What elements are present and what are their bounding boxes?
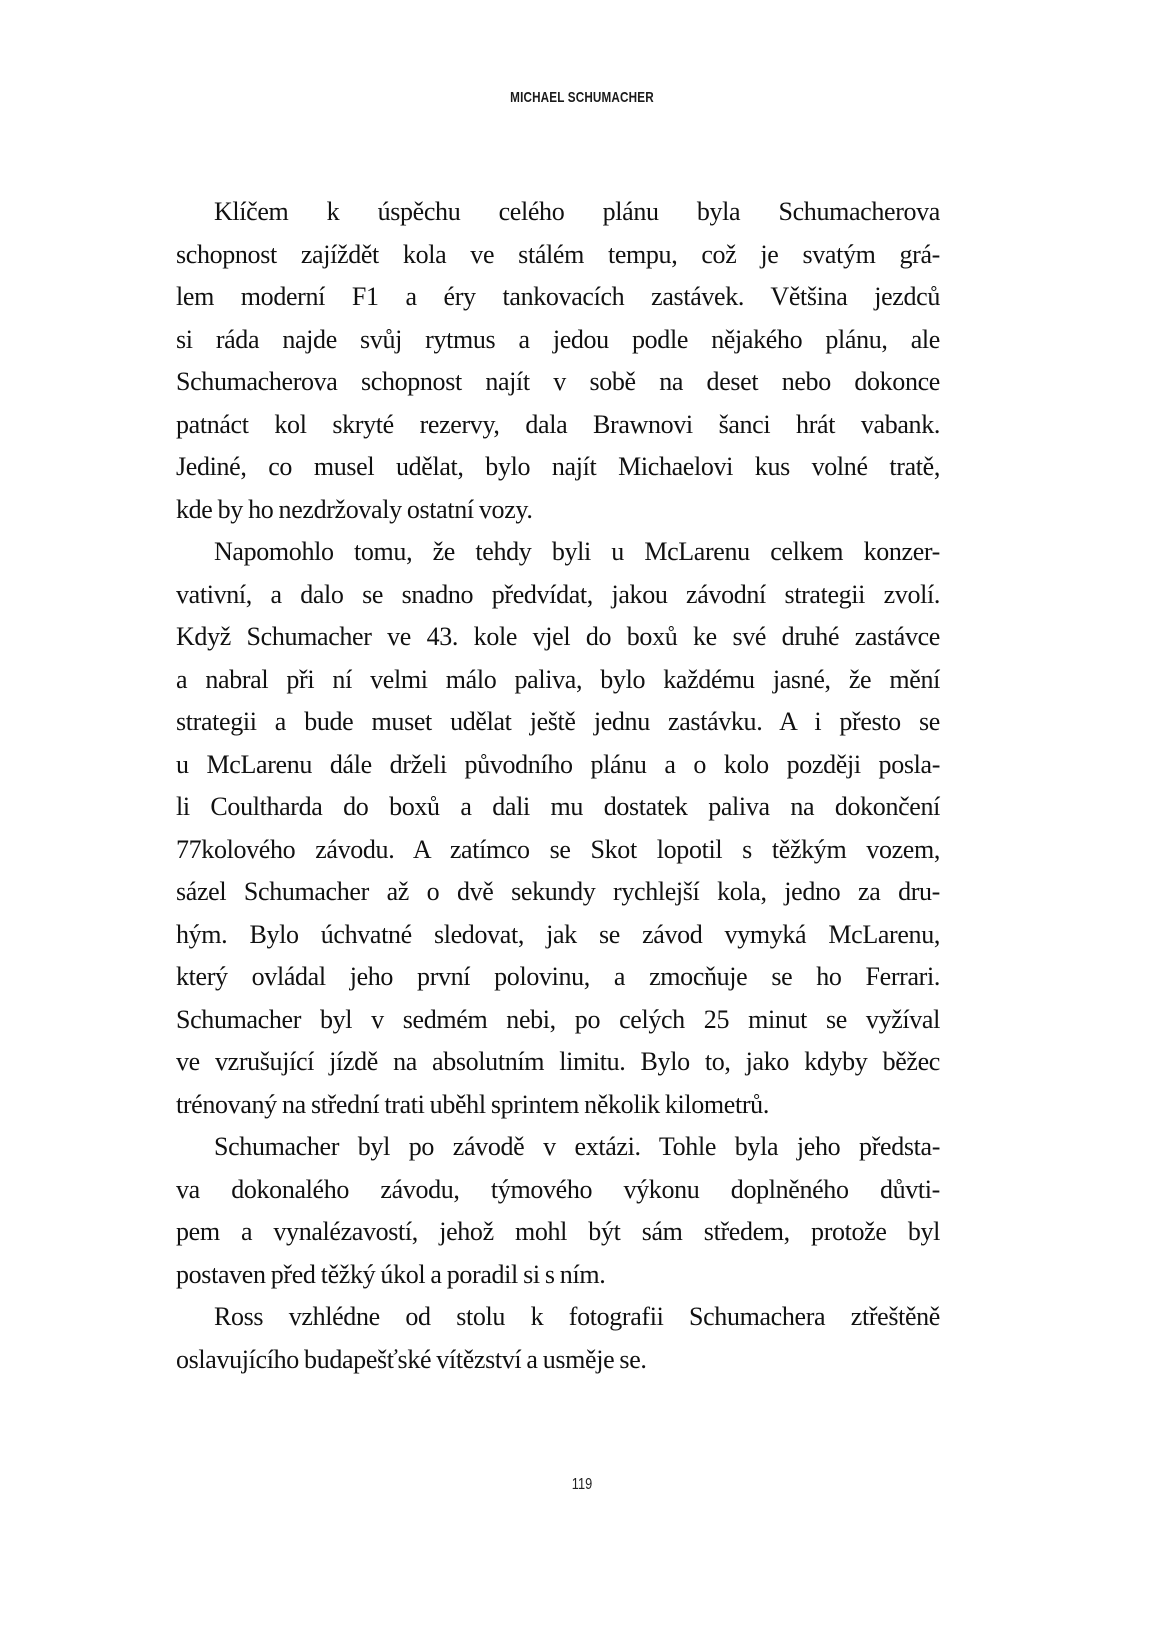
text-line: strategii a bude muset udělat ještě jednu zastávku. A i přesto se <box>176 707 940 736</box>
paragraph <box>176 191 940 531</box>
paragraph <box>176 1126 940 1296</box>
text-line: Schumacher byl v sedmém nebi, po celých 25 minut se vyžíval <box>176 1004 940 1034</box>
text-line: Jediné, co musel udělat, bylo najít Michaelovi kus volné tratě, <box>176 452 940 481</box>
text-line: sázel Schumacher až o dvě sekundy rychlejší kola, jedno za dru- <box>176 877 940 906</box>
text-line: lem moderní F1 a éry tankovacích zastávek. Většina jezdců <box>176 282 940 311</box>
body-text <box>176 191 940 1381</box>
text-line: oslavujícího budapešťské vítězství a usměje se. <box>176 1344 647 1374</box>
text-line: Klíčem k úspěchu celého plánu byla Schumacherova <box>214 197 940 226</box>
text-line: va dokonalého závodu, týmového výkonu doplněného důvti- <box>176 1174 940 1204</box>
text-line: patnáct kol skryté rezervy, dala Brawnovi šanci hrát vabank. <box>176 409 940 439</box>
text-line: li Coultharda do boxů a dali mu dostatek paliva na dokončení <box>176 792 940 821</box>
text-line: vativní, a dalo se snadno předvídat, jakou závodní strategii zvolí. <box>176 579 940 609</box>
text-line: Schumacher byl po závodě v extázi. Tohle byla jeho předsta- <box>214 1132 940 1161</box>
running-head: MICHAEL SCHUMACHER <box>510 89 654 106</box>
text-line: pem a vynalézavostí, jehož mohl být sám středem, protože byl <box>176 1217 940 1246</box>
text-line: ve vzrušující jízdě na absolutním limitu. Bylo to, jako kdyby běžec <box>176 1047 940 1076</box>
paragraph <box>176 1296 940 1381</box>
text-line: kde by ho nezdržovaly ostatní vozy. <box>176 494 533 524</box>
text-line: 77kolového závodu. A zatímco se Skot lopotil s těžkým vozem, <box>176 834 940 864</box>
text-line: schopnost zajíždět kola ve stálém tempu, což je svatým grá- <box>176 239 940 269</box>
text-line: Napomohlo tomu, že tehdy byli u McLarenu celkem konzer- <box>214 537 940 566</box>
page-number: 119 <box>571 1476 593 1493</box>
text-line: Schumacherova schopnost najít v sobě na deset nebo dokonce <box>176 367 940 396</box>
text-line: u McLarenu dále drželi původního plánu a o kolo později posla- <box>176 749 940 779</box>
text-line: a nabral při ní velmi málo paliva, bylo každému jasné, že mění <box>176 664 940 694</box>
text-line: hým. Bylo úchvatné sledovat, jak se závod vymyká McLarenu, <box>176 919 940 949</box>
text-line: si ráda najde svůj rytmus a jedou podle nějakého plánu, ale <box>176 324 940 354</box>
text-line: Když Schumacher ve 43. kole vjel do boxů ke své druhé zastávce <box>176 622 940 651</box>
paragraph <box>176 531 940 1126</box>
text-line: postaven před těžký úkol a poradil si s ním. <box>176 1259 606 1289</box>
text-line: Ross vzhlédne od stolu k fotografii Schumachera ztřeštěně <box>214 1302 940 1331</box>
text-line: který ovládal jeho první polovinu, a zmocňuje se ho Ferrari. <box>176 962 940 991</box>
text-line: trénovaný na střední trati uběhl sprintem několik kilometrů. <box>176 1089 769 1119</box>
